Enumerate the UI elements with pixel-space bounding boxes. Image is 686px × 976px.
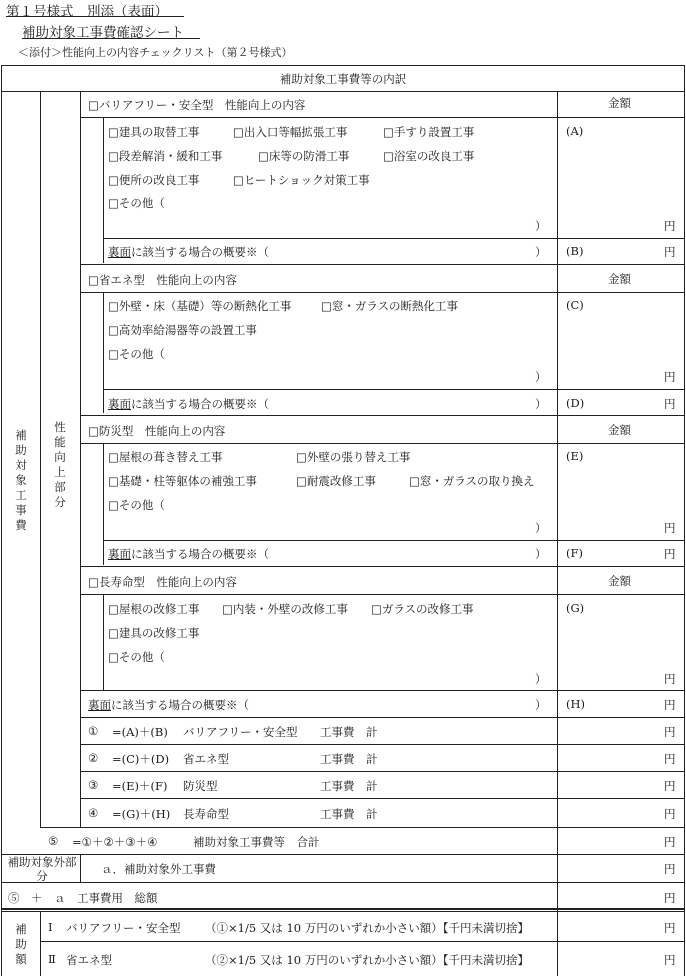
col-divider-1: [40, 91, 41, 827]
item-tesuri[interactable]: □手すり設置工事: [383, 125, 475, 139]
total-4-label: 工事費 計: [320, 807, 378, 821]
non-target-item: ａ．補助対象外工事費: [101, 862, 216, 876]
grand-sum-num: ⑤: [48, 834, 59, 848]
ura-label-2: 裏面: [108, 397, 131, 411]
rule-s2-top: [80, 292, 684, 293]
yen-subsidy-2: 円: [664, 953, 676, 967]
total-2-label: 工事費 計: [320, 752, 378, 766]
frame-top: [1, 65, 685, 66]
item-naiso-gaiheki[interactable]: □内装・外壁の改修工事: [222, 602, 348, 616]
rule-s2-bottom: [80, 415, 684, 416]
yen-a: 円: [664, 219, 676, 233]
item-kiso-hokyo[interactable]: □基礎・柱等躯体の補強工事: [108, 474, 257, 488]
close-paren-1b: ）: [535, 245, 547, 259]
item-kyutoki[interactable]: □高効率給湯器等の設置工事: [108, 323, 257, 337]
summary-4-text: に該当する場合の概要※（: [111, 698, 249, 712]
amount-col-divider: [557, 91, 558, 976]
rule-s3-mid: [103, 540, 684, 541]
rule-s3-top: [80, 443, 684, 444]
total-3-formula: =(E)＋(F): [112, 779, 168, 793]
item-deiriguchi[interactable]: □出入口等幅拡張工事: [233, 125, 348, 139]
yen-total-2: 円: [664, 752, 676, 766]
summary-1-text: に該当する場合の概要※（: [131, 245, 269, 259]
rule-s1-bottom: [80, 264, 684, 265]
sheet-title: 補助対象工事費確認シート: [22, 25, 184, 41]
grand-sum-formula: =①＋②＋③＋④: [72, 835, 158, 849]
item-benjo[interactable]: □便所の改良工事: [108, 173, 200, 187]
rule-non-target: [1, 882, 685, 883]
form-title: 第１号様式 別添（表面）: [6, 4, 168, 20]
item-yane-kaishu[interactable]: □屋根の改修工事: [108, 602, 200, 616]
item-mado-dannetsu[interactable]: □窓・ガラスの断熱化工事: [321, 299, 459, 313]
item-dansa[interactable]: □段差解消・緩和工事: [108, 149, 223, 163]
item-glass-kaishu[interactable]: □ガラスの改修工事: [371, 602, 474, 616]
subsidy-1-type: バリアフリー・安全型: [66, 921, 181, 935]
total-3-type: 防災型: [183, 779, 218, 793]
code-a: (A): [566, 124, 584, 138]
summary-3[interactable]: [108, 546, 269, 562]
ura-label-3: 裏面: [108, 547, 131, 561]
yen-grand-sum: 円: [664, 835, 676, 849]
item-yane-fukikae[interactable]: □屋根の葺き替え工事: [108, 450, 223, 464]
item-gaiheki-harikae[interactable]: □外壁の張り替え工事: [296, 450, 411, 464]
subsidy-1-num: Ⅰ: [48, 920, 53, 934]
section-1-amount-header: 金額: [608, 96, 631, 110]
inner-divider-s3: [103, 443, 104, 565]
rule-s4-mid: [80, 690, 684, 691]
yen-h: 円: [664, 698, 676, 712]
summary-1[interactable]: [108, 244, 269, 260]
subsidy-divider: [40, 911, 41, 976]
frame-left: [1, 65, 2, 976]
section-4-amount-header: 金額: [608, 574, 631, 588]
rule-total-all-2: [1, 911, 685, 912]
code-g: (G): [566, 601, 585, 615]
section-2-amount-header: 金額: [608, 272, 631, 286]
attachment-note: ＜添付＞性能向上の内容チェックリスト（第２号様式）: [18, 46, 293, 59]
item-sonota-3[interactable]: □その他（: [108, 498, 165, 512]
sheet-title-underline: [22, 38, 200, 39]
label-subsidy-amount: 補助額: [15, 922, 27, 966]
close-paren-1: ）: [535, 219, 547, 233]
code-h: (H): [566, 697, 586, 711]
yen-g: 円: [664, 672, 676, 686]
rule-total-3: [80, 798, 684, 799]
total-1-type: バリアフリー・安全型: [183, 725, 298, 739]
label-performance-part: 性能向上部分: [54, 420, 66, 509]
summary-4[interactable]: [88, 697, 249, 713]
subsidy-2-type: 省エネ型: [66, 953, 112, 967]
rule-s2-mid: [103, 389, 684, 390]
yen-d: 円: [664, 397, 676, 411]
rule-s1-mid: [103, 238, 684, 239]
code-e: (E): [566, 449, 584, 463]
rule-s4-top: [80, 594, 684, 595]
code-d: (D): [566, 396, 585, 410]
total-all-label: ⑤ ＋ ａ 工事費用 総額: [8, 891, 158, 905]
total-4-num: ④: [88, 806, 99, 820]
item-taishin[interactable]: □耐震改修工事: [296, 474, 376, 488]
yen-total-1: 円: [664, 725, 676, 739]
total-2-num: ②: [88, 751, 99, 765]
rule-total-2: [80, 771, 684, 772]
close-paren-3b: ）: [535, 547, 547, 561]
yen-b: 円: [664, 245, 676, 259]
item-sonota-1[interactable]: □その他（: [108, 196, 165, 210]
form-title-underline: [6, 16, 184, 17]
rule-subsidy-1: [40, 941, 684, 942]
total-4-formula: =(G)＋(H): [112, 807, 171, 821]
section-4-title: □長寿命型 性能向上の内容: [88, 575, 237, 589]
yen-total-4: 円: [664, 807, 676, 821]
item-mado-torikae[interactable]: □窓・ガラスの取り換え: [409, 474, 535, 488]
yen-total-all: 円: [664, 891, 676, 905]
ura-label-1: 裏面: [108, 245, 131, 259]
item-heatshock[interactable]: □ヒートショック対策工事: [233, 173, 370, 187]
rule-total-all-1: [1, 908, 685, 910]
close-paren-3: ）: [535, 521, 547, 535]
close-paren-4: ）: [535, 672, 547, 686]
rule-s1-top: [80, 117, 684, 118]
inner-divider-s1: [103, 117, 104, 263]
item-dannetsu[interactable]: □外壁・床（基礎）等の断熱化工事: [108, 299, 292, 313]
non-target-divider: [80, 854, 81, 882]
rule-s3-bottom: [80, 566, 684, 567]
rule-total-4: [40, 827, 684, 828]
inner-divider-s4: [103, 594, 104, 690]
ura-label-4: 裏面: [88, 698, 111, 712]
yen-f: 円: [664, 547, 676, 561]
item-sonota-4[interactable]: □その他（: [108, 650, 165, 664]
summary-2-text: に該当する場合の概要※（: [131, 397, 269, 411]
item-tategu-kaishu[interactable]: □建具の改修工事: [108, 626, 200, 640]
total-2-formula: =(C)＋(D): [112, 752, 170, 766]
subsidy-1-rule: （①×1/5 又は 10 万円のいずれか小さい額）【千円未満切捨】: [205, 921, 529, 935]
section-1-title: □バリアフリー・安全型 性能向上の内容: [88, 98, 306, 112]
rule-under-header: [1, 91, 685, 92]
total-3-num: ③: [88, 778, 99, 792]
label-subsidy-target: 補助対象工事費: [15, 428, 27, 532]
section-3-amount-header: 金額: [608, 423, 631, 437]
item-tategu-torikae[interactable]: □建具の取替工事: [108, 125, 200, 139]
label-non-target: 補助対象外部分: [7, 855, 77, 883]
total-2-type: 省エネ型: [183, 752, 229, 766]
section-3-title: □防災型 性能向上の内容: [88, 424, 226, 438]
inner-divider-s2: [103, 292, 104, 413]
code-c: (C): [566, 298, 584, 312]
total-1-num: ①: [88, 724, 99, 738]
table-header: 補助対象工事費等の内訳: [279, 72, 407, 86]
close-paren-2b: ）: [535, 397, 547, 411]
total-3-label: 工事費 計: [320, 779, 378, 793]
item-yokushitsu[interactable]: □浴室の改良工事: [383, 149, 475, 163]
section-2-title: □省エネ型 性能向上の内容: [88, 273, 237, 287]
subsidy-2-num: Ⅱ: [48, 952, 56, 966]
yen-total-3: 円: [664, 779, 676, 793]
yen-non-target: 円: [664, 862, 676, 876]
summary-3-text: に該当する場合の概要※（: [131, 547, 269, 561]
item-bokatsu[interactable]: □床等の防滑工事: [258, 149, 350, 163]
yen-c: 円: [664, 370, 676, 384]
total-1-formula: =(A)＋(B): [112, 725, 168, 739]
rule-s4-bottom: [80, 717, 684, 718]
total-1-label: 工事費 計: [320, 725, 378, 739]
yen-e: 円: [664, 521, 676, 535]
item-sonota-2[interactable]: □その他（: [108, 347, 165, 361]
yen-subsidy-1: 円: [664, 921, 676, 935]
code-b: (B): [566, 244, 584, 258]
close-paren-4b: ）: [535, 698, 547, 712]
rule-grand-sum: [1, 854, 685, 855]
summary-2[interactable]: [108, 396, 269, 412]
total-4-type: 長寿命型: [183, 807, 229, 821]
frame-right: [684, 65, 685, 976]
subsidy-2-rule: （②×1/5 又は 10 万円のいずれか小さい額）【千円未満切捨】: [205, 953, 529, 967]
code-f: (F): [566, 546, 583, 560]
close-paren-2: ）: [535, 370, 547, 384]
rule-total-1: [80, 744, 684, 745]
grand-sum-label: 補助対象工事費等 合計: [193, 835, 320, 849]
